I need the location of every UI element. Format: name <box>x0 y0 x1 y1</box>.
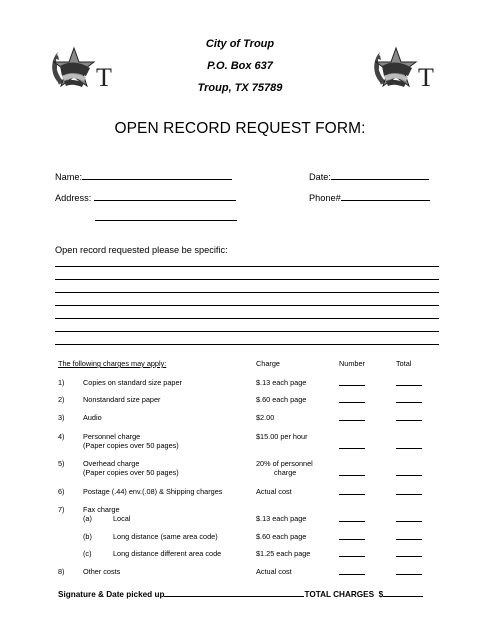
address-line-2-field[interactable] <box>95 211 237 223</box>
charge-amount: Actual cost <box>256 567 292 576</box>
charge-amount: $.60 each page <box>256 395 307 404</box>
charge-number-blank[interactable] <box>339 549 365 557</box>
charge-item-number: 1) <box>58 378 65 387</box>
request-line-4[interactable] <box>55 305 439 306</box>
charge-item-number: 8) <box>58 567 65 576</box>
charge-total-blank[interactable] <box>396 441 422 449</box>
address-field[interactable] <box>55 191 236 203</box>
charge-description: Long distance (same area code) <box>113 532 218 541</box>
charge-amount: $1.25 each page <box>256 549 311 558</box>
request-line-1[interactable] <box>55 266 439 267</box>
charge-number-blank[interactable] <box>339 567 365 575</box>
request-line-7[interactable] <box>55 344 439 345</box>
charge-total-blank[interactable] <box>396 549 422 557</box>
charge-description: Overhead charge <box>83 459 140 468</box>
form-title: OPEN RECORD REQUEST FORM: <box>114 120 366 137</box>
charge-item-number: 7) <box>58 505 65 514</box>
charge-description: Nonstandard size paper <box>83 395 161 404</box>
charge-number-blank[interactable] <box>339 395 365 403</box>
charge-amount: 20% of personnel <box>256 459 313 468</box>
name-label: Name: <box>55 172 83 182</box>
phone-line[interactable] <box>341 191 430 201</box>
charge-item-number: 3) <box>58 413 65 422</box>
charge-description: Long distance different area code <box>113 549 222 558</box>
charge-description: Other costs <box>83 567 121 576</box>
charge-amount: Actual cost <box>256 487 292 496</box>
charge-description: Audio <box>83 413 102 422</box>
charge-number-blank[interactable] <box>339 487 365 495</box>
charge-number-blank[interactable] <box>339 514 365 522</box>
charge-total-blank[interactable] <box>396 468 422 476</box>
charges-header-number: Number <box>339 359 365 368</box>
charge-sub-letter: (a) <box>83 514 92 523</box>
charge-total-blank[interactable] <box>396 514 422 522</box>
charge-total-blank[interactable] <box>396 532 422 540</box>
charge-description-note: (Paper copies over 50 pages) <box>83 468 179 477</box>
name-line[interactable] <box>82 170 232 180</box>
charge-total-blank[interactable] <box>396 378 422 386</box>
name-field[interactable] <box>55 170 232 182</box>
signature-label: Signature & Date picked up <box>58 590 165 599</box>
charge-amount: $2.00 <box>256 413 275 422</box>
address-label: Address: <box>55 193 92 203</box>
city-location: Troup, TX 75789 <box>197 82 283 94</box>
charge-total-blank[interactable] <box>396 413 422 421</box>
charge-item-number: 5) <box>58 459 65 468</box>
charge-total-blank[interactable] <box>396 567 422 575</box>
request-line-5[interactable] <box>55 318 439 319</box>
logo-letter: T <box>418 63 434 92</box>
date-label: Date: <box>309 172 331 182</box>
city-name: City of Troup <box>205 38 275 50</box>
charge-number-blank[interactable] <box>339 441 365 449</box>
charge-sub-letter: (b) <box>83 532 92 541</box>
charge-sub-letter: (c) <box>83 549 92 558</box>
phone-label: Phone# <box>309 193 341 203</box>
total-dollar: $ <box>378 590 384 599</box>
charge-amount: $.13 each page <box>256 378 307 387</box>
total-charges-label: TOTAL CHARGES <box>304 590 375 599</box>
address-line[interactable] <box>94 191 236 201</box>
charge-number-blank[interactable] <box>339 468 365 476</box>
logo-letter: T <box>96 63 112 92</box>
charges-header-total: Total <box>396 359 412 368</box>
charge-number-blank[interactable] <box>339 378 365 386</box>
charge-description: Copies on standard size paper <box>83 378 182 387</box>
charge-description: Local <box>113 514 131 523</box>
date-line[interactable] <box>331 170 429 180</box>
po-box: P.O. Box 637 <box>207 60 273 72</box>
charge-item-number: 4) <box>58 432 65 441</box>
signature-blank[interactable] <box>164 588 304 597</box>
request-line-3[interactable] <box>55 292 439 293</box>
charges-header-desc: The following charges may apply: <box>58 359 167 368</box>
charges-header-charge: Charge <box>256 359 280 368</box>
charge-description: Personnel charge <box>83 432 141 441</box>
charge-number-blank[interactable] <box>339 532 365 540</box>
charge-total-blank[interactable] <box>396 395 422 403</box>
charge-item-number: 2) <box>58 395 65 404</box>
charge-amount: $.13 each page <box>256 514 307 523</box>
date-field[interactable] <box>309 170 429 182</box>
charge-description: Postage (.44) env.(.08) & Shipping charges <box>83 487 223 496</box>
address-line-2[interactable] <box>95 211 237 221</box>
charge-amount: $15.00 per hour <box>256 432 308 441</box>
charge-description-note: (Paper copies over 50 pages) <box>83 441 179 450</box>
phone-field[interactable] <box>309 191 430 203</box>
charge-amount: $.60 each page <box>256 532 307 541</box>
charge-item-number: 6) <box>58 487 65 496</box>
charge-amount-note: charge <box>274 468 297 477</box>
request-line-6[interactable] <box>55 331 439 332</box>
signature-total-line[interactable] <box>58 588 423 599</box>
charge-number-blank[interactable] <box>339 413 365 421</box>
charge-description: Fax charge <box>83 505 120 514</box>
request-line-2[interactable] <box>55 279 439 280</box>
total-charges-blank[interactable] <box>383 588 423 597</box>
request-label: Open record requested please be specific: <box>55 245 228 255</box>
charge-total-blank[interactable] <box>396 487 422 495</box>
